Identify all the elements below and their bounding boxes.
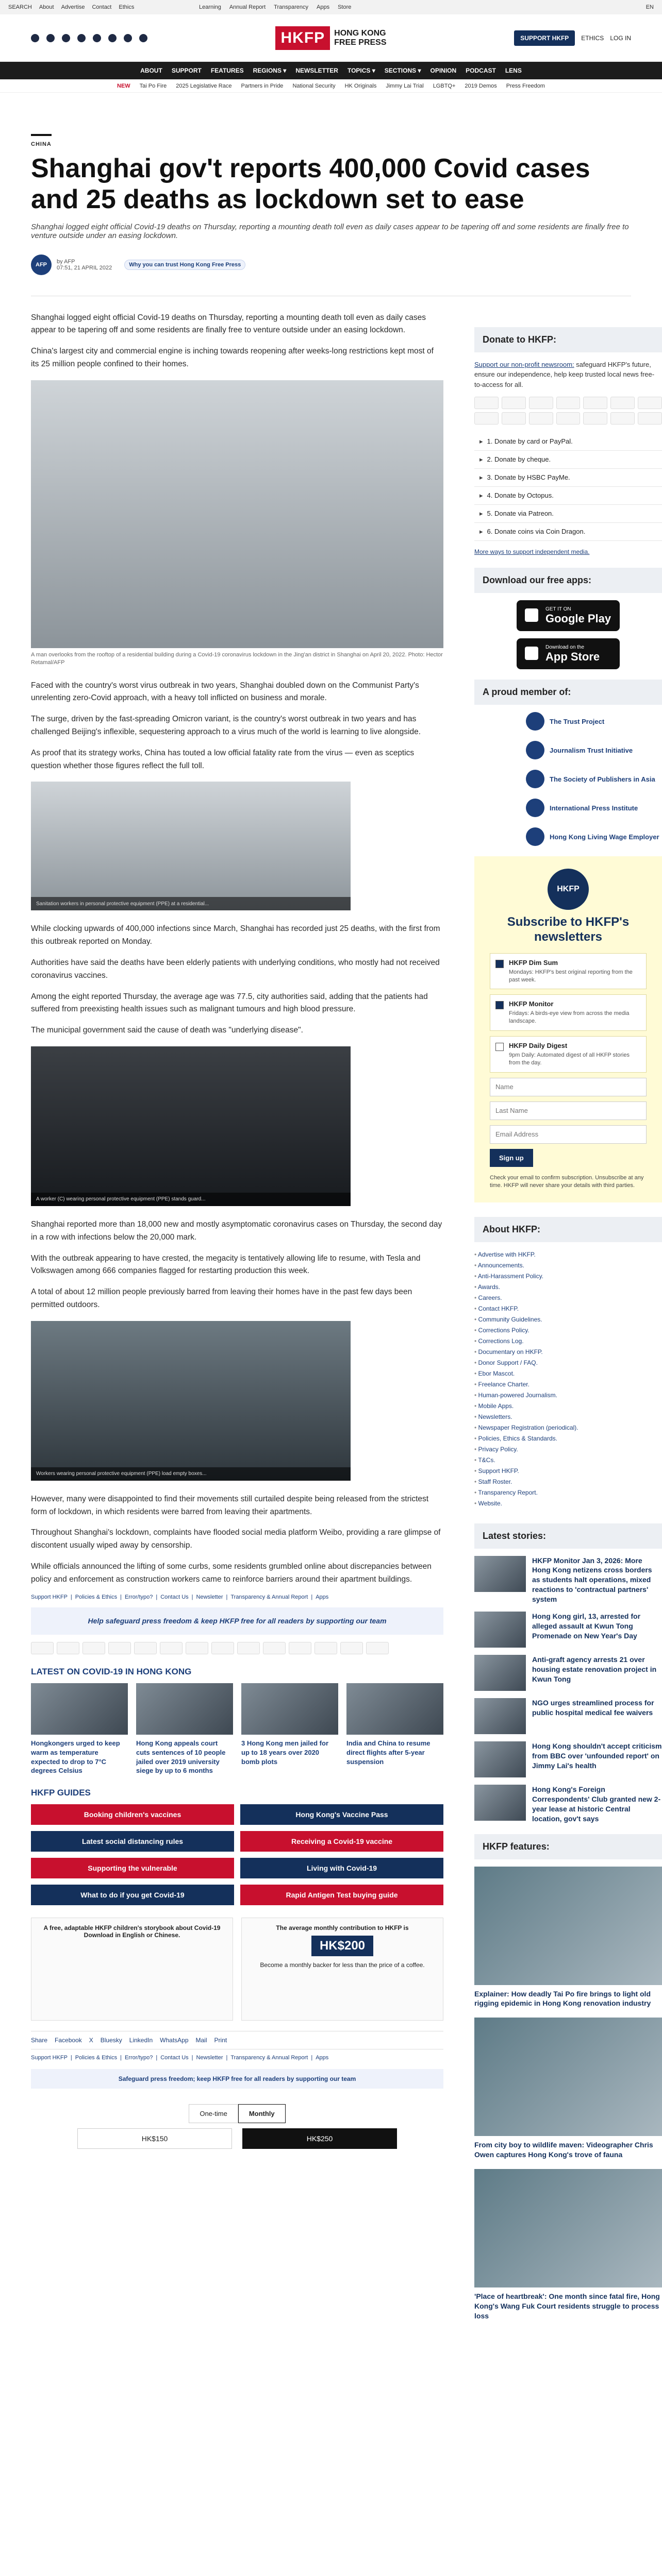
about-link[interactable]: • Advertise with HKFP. bbox=[474, 1249, 662, 1260]
fps-icon bbox=[610, 412, 635, 425]
paypal-icon bbox=[108, 1642, 131, 1654]
about-link[interactable]: About bbox=[39, 4, 54, 10]
about-heading: About HKFP: bbox=[474, 1217, 662, 1242]
figure-rooftop bbox=[31, 380, 443, 667]
about-link[interactable]: • Awards. bbox=[474, 1282, 662, 1293]
share-bar bbox=[31, 2031, 443, 2049]
about-link[interactable]: • Contact HKFP. bbox=[474, 1303, 662, 1314]
about-link[interactable]: • Ebor Mascot. bbox=[474, 1368, 662, 1379]
annual-report-link[interactable]: Annual Report bbox=[229, 4, 266, 10]
guides-heading: HKFP GUIDES bbox=[31, 1787, 91, 1798]
newsletter-option-monitor[interactable]: HKFP Monitor Fridays: A birds-eye view from across the media landscape. bbox=[490, 994, 647, 1031]
story-title: HKFP Monitor Jan 3, 2026: More Hong Kong netizens cross borders as students halt operations, mixed reactions to 'contractual partners' system bbox=[532, 1556, 652, 1604]
about-link[interactable]: • Staff Roster. bbox=[474, 1477, 662, 1487]
mastercard-icon bbox=[57, 1642, 79, 1654]
about-link[interactable]: • Announcements. bbox=[474, 1260, 662, 1271]
unionpay-icon bbox=[474, 412, 499, 425]
newsletter-fineprint: Check your email to confirm subscription. Unsubscribe at any time. HKFP will never share your details with third parties. bbox=[490, 1174, 644, 1189]
google-play-icon bbox=[525, 608, 538, 622]
paragraph: While officials announced the lifting of some curbs, some residents grumbled online about discrepancies between policy and enforcement as construction workers came to reinforce barriers around their apartment buildings. bbox=[31, 1562, 432, 1584]
transparency-link[interactable]: Transparency & Annual Report bbox=[230, 1594, 308, 1601]
paragraph: Shanghai reported more than 18,000 new and mostly asymptomatic coronavirus cases on Thursday, the second day in a row with infections below the 20,000 mark. bbox=[31, 1219, 442, 1242]
guide-button[interactable]: Receiving a Covid-19 vaccine bbox=[240, 1831, 443, 1852]
article-title: Shanghai gov't reports 400,000 Covid cases and 25 deaths as lockdown set to ease bbox=[31, 154, 590, 214]
donate-option[interactable]: ▸ 1. Donate by card or PayPal. bbox=[474, 433, 662, 451]
transparency-link[interactable]: Transparency & Annual Report bbox=[230, 2054, 308, 2061]
newsletter-box bbox=[474, 856, 662, 1202]
guide-button[interactable]: Hong Kong's Vaccine Pass bbox=[240, 1804, 443, 1825]
photo-overlay: Sanitation workers in personal protective equipment (PPE) at a residential... bbox=[31, 897, 351, 910]
policies-link[interactable]: Policies & Ethics bbox=[75, 2054, 118, 2061]
nav-topics[interactable]: TOPICS ▾ bbox=[347, 67, 375, 74]
living-wage-icon bbox=[526, 827, 544, 846]
news-thumb bbox=[136, 1683, 233, 1735]
feature-title: Explainer: How deadly Tai Po fire brings to light old rigging epidemic in Hong Kong renovation industry bbox=[474, 1989, 651, 2008]
news-title: Hongkongers urged to keep warm as temperature expected to drop to 7°C degrees Celsius bbox=[31, 1739, 120, 1775]
transparency-link[interactable]: Transparency bbox=[274, 4, 308, 10]
about-link[interactable]: • Privacy Policy. bbox=[474, 1444, 662, 1455]
share-facebook[interactable]: Facebook bbox=[55, 2036, 82, 2044]
alipay-icon bbox=[263, 1642, 286, 1654]
share-bluesky[interactable]: Bluesky bbox=[100, 2036, 122, 2044]
advertise-link[interactable]: Advertise bbox=[61, 4, 85, 10]
paypal-icon bbox=[556, 397, 581, 409]
photo-caption: A man overlooks from the rooftop of a residential building during a Covid-19 coronavirus lockdown in the Jing'an district in Shanghai on April 20, 2022. Photo: Hector Retamal/AFP bbox=[31, 651, 443, 666]
nav-opinion[interactable]: OPINION bbox=[430, 67, 457, 74]
signup-button[interactable]: Sign up bbox=[490, 1149, 533, 1167]
trending-item[interactable]: 2025 Legislative Race bbox=[176, 82, 232, 89]
apps-link[interactable]: Apps bbox=[317, 4, 330, 10]
publish-date: 07:51, 21 APRIL 2022 bbox=[57, 264, 112, 271]
language-toggle[interactable]: EN bbox=[646, 4, 654, 10]
checkbox[interactable] bbox=[495, 1001, 504, 1009]
sopa-icon bbox=[526, 770, 544, 788]
news-title: 3 Hong Kong men jailed for up to 18 years over 2020 bomb plots bbox=[241, 1739, 329, 1766]
instagram-icon[interactable] bbox=[77, 34, 86, 42]
name-field[interactable] bbox=[490, 1078, 647, 1096]
news-thumb bbox=[241, 1683, 338, 1735]
byline: AFP by AFP 07:51, 21 APRIL 2022 Why you can trust Hong Kong Free Press bbox=[31, 255, 631, 275]
feature-image bbox=[474, 1867, 662, 1985]
about-link[interactable]: • Anti-Harassment Policy. bbox=[474, 1271, 662, 1282]
story-title: Hong Kong shouldn't accept criticism from BBC over 'unfounded report' on Jimmy Lai's health bbox=[532, 1741, 662, 1770]
about-links bbox=[474, 1249, 662, 1509]
guide-button[interactable]: Booking children's vaccines bbox=[31, 1804, 234, 1825]
apple-icon bbox=[525, 647, 538, 660]
about-link[interactable]: • Human-powered Journalism. bbox=[474, 1390, 662, 1401]
figure-guard bbox=[31, 1046, 443, 1206]
latest-story[interactable] bbox=[474, 1741, 662, 1777]
nav-support[interactable]: SUPPORT bbox=[171, 67, 202, 74]
masthead bbox=[0, 14, 662, 62]
guide-button[interactable]: Living with Covid-19 bbox=[240, 1858, 443, 1878]
utility-links-2 bbox=[199, 4, 646, 10]
donation-frequency-toggle bbox=[31, 2104, 443, 2123]
about-link[interactable]: • Support HKFP. bbox=[474, 1466, 662, 1477]
checkbox[interactable] bbox=[495, 1043, 504, 1051]
bitcoin-icon bbox=[583, 412, 607, 425]
octopus-icon bbox=[529, 412, 553, 425]
trending-item[interactable]: Tai Po Fire bbox=[139, 82, 167, 89]
about-link[interactable]: • Newsletters. bbox=[474, 1412, 662, 1422]
donate-heading: Donate to HKFP: bbox=[474, 327, 662, 352]
photo-guard bbox=[31, 1046, 351, 1206]
googlepay-icon bbox=[160, 1642, 183, 1654]
story-thumb bbox=[474, 1785, 526, 1821]
photo-sanitation bbox=[31, 782, 351, 910]
more-ways-link[interactable]: More ways to support independent media. bbox=[474, 548, 590, 556]
email-field[interactable] bbox=[490, 1125, 647, 1144]
nav-newsletter[interactable]: NEWSLETTER bbox=[295, 67, 338, 74]
facebook-icon[interactable] bbox=[31, 34, 39, 42]
article-category[interactable]: CHINA bbox=[31, 141, 52, 147]
member-logo[interactable]: The Trust Project bbox=[526, 712, 662, 731]
typo-link[interactable]: Error/typo? bbox=[124, 2054, 153, 2061]
apps-link[interactable]: Apps bbox=[316, 2054, 329, 2061]
last-name-field[interactable] bbox=[490, 1101, 647, 1120]
amex-icon bbox=[529, 397, 553, 409]
guides-grid bbox=[31, 1804, 443, 1905]
article-header bbox=[0, 93, 662, 285]
about-link[interactable]: • Mobile Apps. bbox=[474, 1401, 662, 1412]
mastercard-icon bbox=[474, 397, 499, 409]
visa-icon bbox=[31, 1642, 54, 1654]
about-link[interactable]: • Transparency Report. bbox=[474, 1487, 662, 1498]
ethics-button[interactable]: ETHICS bbox=[581, 34, 604, 42]
article-footer-links-2: Support HKFP | Policies & Ethics | Error/typo? | Contact Us | Newsletter | Transparency & Annual Report | Apps bbox=[31, 2054, 329, 2061]
feature-image bbox=[474, 2169, 662, 2287]
social-icons bbox=[31, 34, 275, 42]
paragraph: With the outbreak appearing to have crested, the megacity is tentatively allowing life to resume, with Tesla and Volkswagen among 666 companies flagged for restarting production this week. bbox=[31, 1253, 421, 1276]
one-time-tab[interactable]: One-time bbox=[189, 2104, 238, 2123]
google-play-button[interactable]: GET IT ON Google Play bbox=[517, 600, 620, 631]
store-link[interactable]: Store bbox=[338, 4, 352, 10]
bitcoin-icon bbox=[340, 1642, 363, 1654]
learning-link[interactable]: Learning bbox=[199, 4, 221, 10]
latest-heading: Latest stories: bbox=[474, 1523, 662, 1549]
googlepay-icon bbox=[610, 397, 635, 409]
trending-item[interactable]: National Security bbox=[292, 82, 336, 89]
story-title: Hong Kong's Foreign Correspondents' Club granted new 2-year lease at historic Central location, gov't says bbox=[532, 1785, 661, 1823]
about-link[interactable]: • T&Cs. bbox=[474, 1455, 662, 1466]
about-link[interactable]: • Community Guidelines. bbox=[474, 1314, 662, 1325]
share-mail[interactable]: Mail bbox=[195, 2036, 207, 2044]
story-thumb bbox=[474, 1556, 526, 1592]
latest-story[interactable] bbox=[474, 1556, 662, 1604]
paragraph: Authorities have said the deaths have been elderly patients with underlying conditions, who mostly had not received coronavirus vaccines. bbox=[31, 958, 440, 980]
apps-heading: Download our free apps: bbox=[474, 568, 662, 593]
paragraph: Throughout Shanghai's lockdown, complaints have flooded social media platform Weibo, providing a rare glimpse of discontent usually wiped away by censorship. bbox=[31, 1528, 441, 1550]
main-nav bbox=[0, 62, 662, 79]
newsletter-link[interactable]: Newsletter bbox=[196, 2054, 223, 2061]
features-heading: HKFP features: bbox=[474, 1834, 662, 1859]
news-card[interactable] bbox=[31, 1683, 128, 1775]
newsletter-logo: HKFP bbox=[548, 869, 589, 910]
ipi-icon bbox=[526, 799, 544, 817]
payme-icon bbox=[186, 1642, 208, 1654]
support-banner[interactable]: Help safeguard press freedom & keep HKFP free for all readers by supporting our team bbox=[31, 1607, 443, 1635]
article-footer-links: Support HKFP | Policies & Ethics | Error/typo? | Contact Us | Newsletter | Transparency & Annual Report | Apps bbox=[31, 1594, 329, 1601]
patreon-icon bbox=[315, 1642, 337, 1654]
cheque-icon bbox=[638, 412, 662, 425]
share-print[interactable]: Print bbox=[214, 2036, 227, 2044]
payment-logos bbox=[31, 1642, 443, 1654]
newsletter-heading: Subscribe to HKFP's newsletters bbox=[507, 915, 630, 944]
jcb-icon bbox=[638, 397, 662, 409]
donate-options bbox=[474, 433, 662, 541]
feature-story[interactable] bbox=[474, 1867, 662, 2009]
share-x[interactable]: X bbox=[89, 2036, 93, 2044]
bottom-support-banner[interactable]: Safeguard press freedom; keep HKFP free for all readers by supporting our team bbox=[31, 2069, 443, 2089]
trending-item[interactable]: Press Freedom bbox=[506, 82, 545, 89]
story-title: NGO urges streamlined process for public hospital medical fee waivers bbox=[532, 1698, 654, 1717]
wechatpay-icon bbox=[289, 1642, 311, 1654]
contribution-text: The average monthly contribution to HKFP is bbox=[276, 1924, 409, 1931]
contribution-amount: HK$200 bbox=[311, 1936, 373, 1956]
member-heading: A proud member of: bbox=[474, 680, 662, 705]
contact-link[interactable]: Contact bbox=[92, 4, 112, 10]
trending-item[interactable]: Partners in Pride bbox=[241, 82, 284, 89]
contribution-promo[interactable] bbox=[241, 1918, 443, 2021]
fps-icon bbox=[237, 1642, 260, 1654]
nav-lens[interactable]: LENS bbox=[505, 67, 522, 74]
login-button[interactable]: LOG IN bbox=[610, 34, 631, 42]
new-badge: NEW bbox=[117, 82, 130, 89]
story-thumb bbox=[474, 1655, 526, 1691]
guide-button[interactable]: Supporting the vulnerable bbox=[31, 1858, 234, 1878]
youtube-icon[interactable] bbox=[93, 34, 101, 42]
contact-link[interactable]: Contact Us bbox=[160, 2054, 189, 2061]
category-rule bbox=[31, 134, 52, 136]
news-title: India and China to resume direct flights after 5-year suspension bbox=[346, 1739, 431, 1766]
author-name[interactable]: AFP bbox=[64, 258, 75, 265]
about-link[interactable]: • Website. bbox=[474, 1498, 662, 1509]
member-logo[interactable]: Hong Kong Living Wage Employer bbox=[526, 827, 662, 846]
search-link[interactable]: SEARCH bbox=[8, 4, 32, 10]
nav-about[interactable]: ABOUT bbox=[140, 67, 162, 74]
story-thumb bbox=[474, 1698, 526, 1734]
paragraph: China's largest city and commercial engine is inching towards reopening after weeks-long restrictions kept most of its 25 million people confined to their homes. bbox=[31, 347, 434, 368]
about-link[interactable]: • Careers. bbox=[474, 1293, 662, 1303]
applepay-icon bbox=[134, 1642, 157, 1654]
latest-story[interactable] bbox=[474, 1655, 662, 1691]
paragraph: Faced with the country's worst virus outbreak in two years, Shanghai doubled down on the Communist Party's unrelenting zero-Covid approach, with a heavy toll inflicted on business and morale. bbox=[31, 681, 419, 703]
about-link[interactable]: • Newspaper Registration (periodical). bbox=[474, 1422, 662, 1433]
newsletter-link[interactable]: Newsletter bbox=[196, 1594, 223, 1601]
guide-button[interactable]: What to do if you get Covid-19 bbox=[31, 1885, 234, 1905]
policies-link[interactable]: Policies & Ethics bbox=[75, 1594, 118, 1601]
paragraph: As proof that its strategy works, China has touted a low official fatality rate from the virus — even as sceptics question whether those figures reflect the full toll. bbox=[31, 748, 415, 770]
sidebar bbox=[474, 296, 662, 2330]
news-card[interactable] bbox=[241, 1683, 338, 1775]
amount-option[interactable]: HK$150 bbox=[77, 2128, 232, 2149]
latest-story[interactable] bbox=[474, 1612, 662, 1648]
trust-badge[interactable]: Why you can trust Hong Kong Free Press bbox=[124, 260, 245, 270]
latest-covid-heading: LATEST ON COVID-19 IN HONG KONG bbox=[31, 1667, 192, 1677]
amex-icon bbox=[82, 1642, 105, 1654]
support-link[interactable]: Support HKFP bbox=[31, 2054, 68, 2061]
about-link[interactable]: • Freelance Charter. bbox=[474, 1379, 662, 1390]
paragraph: However, many were disappointed to find their movements still curtailed despite being released from the strictest form of lockdown, in which residents were barred from leaving their apartments. bbox=[31, 1494, 429, 1516]
paragraph: Shanghai logged eight official Covid-19 deaths on Thursday, reporting a mounting death toll even as daily cases appear to be tapering off and some residents are finally free to venture outside under an easing lockdown. bbox=[31, 313, 426, 335]
share-whatsapp[interactable]: WhatsApp bbox=[160, 2036, 189, 2044]
donate-text-link[interactable]: Support our non-profit newsroom: bbox=[474, 360, 574, 368]
latest-stories bbox=[474, 1556, 662, 1824]
guide-button[interactable]: Rapid Antigen Test buying guide bbox=[240, 1885, 443, 1905]
about-link[interactable]: • Documentary on HKFP. bbox=[474, 1347, 662, 1358]
jti-icon bbox=[526, 741, 544, 759]
member-logo[interactable]: Journalism Trust Initiative bbox=[526, 741, 662, 759]
storybook-promo[interactable] bbox=[31, 1918, 233, 2021]
octopus-icon bbox=[211, 1642, 234, 1654]
trending-item[interactable]: LGBTQ+ bbox=[433, 82, 456, 89]
member-logo[interactable]: The Society of Publishers in Asia bbox=[526, 770, 662, 788]
trending-nav bbox=[0, 79, 662, 93]
applepay-icon bbox=[583, 397, 607, 409]
news-card[interactable] bbox=[136, 1683, 233, 1775]
logo-text: HONG KONG FREE PRESS bbox=[334, 28, 387, 47]
story-title: Hong Kong girl, 13, arrested for alleged assault at Kwun Tong Promenade on New Year's Day bbox=[532, 1612, 641, 1640]
article-body bbox=[31, 296, 443, 2330]
patreon-icon bbox=[556, 412, 581, 425]
share-linkedin[interactable]: LinkedIn bbox=[129, 2036, 153, 2044]
apps-link[interactable]: Apps bbox=[316, 1594, 329, 1601]
figure-workers bbox=[31, 1321, 443, 1481]
photo-overlay: A worker (C) wearing personal protective equipment (PPE) stands guard... bbox=[31, 1193, 351, 1206]
newsletter-option-dimsum[interactable]: HKFP Dim Sum Mondays: HKFP's best original reporting from the past week. bbox=[490, 953, 647, 990]
payme-icon bbox=[502, 412, 526, 425]
story-title: Anti-graft agency arrests 21 over housing estate renovation project in Kwun Tong bbox=[532, 1655, 657, 1683]
figure-sanitation bbox=[31, 782, 443, 910]
photo-workers bbox=[31, 1321, 351, 1481]
story-thumb bbox=[474, 1741, 526, 1777]
utility-links bbox=[8, 4, 178, 10]
nav-podcast[interactable]: PODCAST bbox=[466, 67, 496, 74]
promo-row bbox=[31, 1918, 443, 2021]
support-hkfp-button[interactable]: SUPPORT HKFP bbox=[514, 30, 575, 46]
story-thumb bbox=[474, 1612, 526, 1648]
feature-story[interactable] bbox=[474, 2169, 662, 2321]
visa-icon bbox=[502, 397, 526, 409]
donate-option[interactable]: ▸ 2. Donate by cheque. bbox=[474, 451, 662, 469]
linkedin-icon[interactable] bbox=[108, 34, 117, 42]
telegram-icon[interactable] bbox=[139, 34, 147, 42]
typo-link[interactable]: Error/typo? bbox=[124, 1594, 153, 1601]
news-thumb bbox=[346, 1683, 443, 1735]
donate-text: Support our non-profit newsroom: safeguard HKFP's future, ensure our independence, help keep trusted local news free-to-access for all. bbox=[474, 360, 655, 388]
app-store-button[interactable]: Download on the App Store bbox=[517, 638, 620, 669]
sidebar-payment-logos bbox=[474, 397, 662, 425]
amount-option-selected[interactable]: HK$250 bbox=[242, 2128, 397, 2149]
member-logo[interactable]: International Press Institute bbox=[526, 799, 662, 817]
paragraph: A total of about 12 million people previously barred from leaving their homes have in the past few days been permitted outdoors. bbox=[31, 1287, 412, 1309]
donate-option[interactable]: ▸ 4. Donate by Octopus. bbox=[474, 487, 662, 505]
support-link[interactable]: Support HKFP bbox=[31, 1594, 68, 1601]
feature-story[interactable] bbox=[474, 2018, 662, 2160]
paragraph: The municipal government said the cause of death was "underlying disease". bbox=[31, 1026, 303, 1035]
contribution-subtext: Become a monthly backer for less than the price of a coffee. bbox=[260, 1961, 425, 1969]
article-standfirst: Shanghai logged eight official Covid-19 deaths on Thursday, reporting a mounting death toll even as daily cases appear to be tapering off and some residents are finally free to venture outside under an easing lockdown. bbox=[31, 222, 629, 240]
news-title: Hong Kong appeals court cuts sentences of 10 people jailed over 2019 university siege by up to 6 months bbox=[136, 1739, 226, 1775]
about-link[interactable]: • Corrections Policy. bbox=[474, 1325, 662, 1336]
ethics-link[interactable]: Ethics bbox=[119, 4, 135, 10]
logo-mark: HKFP bbox=[275, 26, 330, 50]
donate-option[interactable]: ▸ 6. Donate coins via Coin Dragon. bbox=[474, 523, 662, 541]
about-link[interactable]: • Policies, Ethics & Standards. bbox=[474, 1433, 662, 1444]
newsletter-option-digest[interactable]: HKFP Daily Digest 9pm Daily: Automated digest of all HKFP stories from the day. bbox=[490, 1036, 647, 1073]
news-card[interactable] bbox=[346, 1683, 443, 1775]
author-avatar: AFP bbox=[31, 255, 52, 275]
bluesky-icon[interactable] bbox=[62, 34, 70, 42]
masthead-actions bbox=[387, 30, 631, 46]
feature-title: From city boy to wildlife maven: Videographer Chris Owen captures Hong Kong's trove of fauna bbox=[474, 2141, 653, 2159]
paragraph: Among the eight reported Thursday, the average age was 77.5, city authorities said, adding that the patients had suffered from preexisting health issues such as malignant tumours and high blood pressure. bbox=[31, 992, 428, 1014]
about-link[interactable]: • Donor Support / FAQ. bbox=[474, 1358, 662, 1368]
member-logos bbox=[474, 712, 662, 846]
nav-sections[interactable]: SECTIONS ▾ bbox=[384, 67, 421, 74]
latest-covid-grid bbox=[31, 1683, 443, 1775]
feature-image bbox=[474, 2018, 662, 2136]
nav-features[interactable]: FEATURES bbox=[210, 67, 244, 74]
share-label: Share bbox=[31, 2036, 48, 2044]
nav-regions[interactable]: REGIONS ▾ bbox=[253, 67, 287, 74]
utility-bar bbox=[0, 0, 662, 14]
contact-link[interactable]: Contact Us bbox=[160, 1594, 189, 1601]
checkbox[interactable] bbox=[495, 960, 504, 968]
trending-item[interactable]: 2019 Demos bbox=[465, 82, 497, 89]
latest-story[interactable] bbox=[474, 1698, 662, 1734]
paragraph: The surge, driven by the fast-spreading Omicron variant, is the country's worst outbreak in two years and has challenged Beijing's inflexible, sequestering approach to a virus much of the world is learning to live alongside. bbox=[31, 715, 421, 736]
photo-rooftop bbox=[31, 380, 443, 648]
guide-button[interactable]: Latest social distancing rules bbox=[31, 1831, 234, 1852]
news-thumb bbox=[31, 1683, 128, 1735]
donation-amounts bbox=[31, 2128, 443, 2149]
threads-icon[interactable] bbox=[124, 34, 132, 42]
donate-option[interactable]: ▸ 5. Donate via Patreon. bbox=[474, 505, 662, 523]
x-icon[interactable] bbox=[46, 34, 55, 42]
photo-overlay: Workers wearing personal protective equipment (PPE) load empty boxes... bbox=[31, 1467, 351, 1481]
trust-project-icon bbox=[526, 712, 544, 731]
site-logo[interactable] bbox=[275, 26, 386, 50]
about-link[interactable]: • Corrections Log. bbox=[474, 1336, 662, 1347]
donate-option[interactable]: ▸ 3. Donate by HSBC PayMe. bbox=[474, 469, 662, 487]
cheque-icon bbox=[366, 1642, 389, 1654]
paragraph: While clocking upwards of 400,000 infections since March, Shanghai has recorded just 25 deaths, with the first from this outbreak reported on Monday. bbox=[31, 924, 440, 946]
trending-item[interactable]: HK Originals bbox=[344, 82, 377, 89]
latest-story[interactable] bbox=[474, 1785, 662, 1824]
trending-item[interactable]: Jimmy Lai Trial bbox=[386, 82, 424, 89]
feature-stories bbox=[474, 1867, 662, 2321]
monthly-tab[interactable]: Monthly bbox=[238, 2104, 286, 2123]
storybook-text: A free, adaptable HKFP children's storybook about Covid-19 Download in English or Chinese. bbox=[43, 1924, 221, 1939]
feature-title: 'Place of heartbreak': One month since fatal fire, Hong Kong's Wang Fuk Court residents struggle to process loss bbox=[474, 2292, 660, 2320]
